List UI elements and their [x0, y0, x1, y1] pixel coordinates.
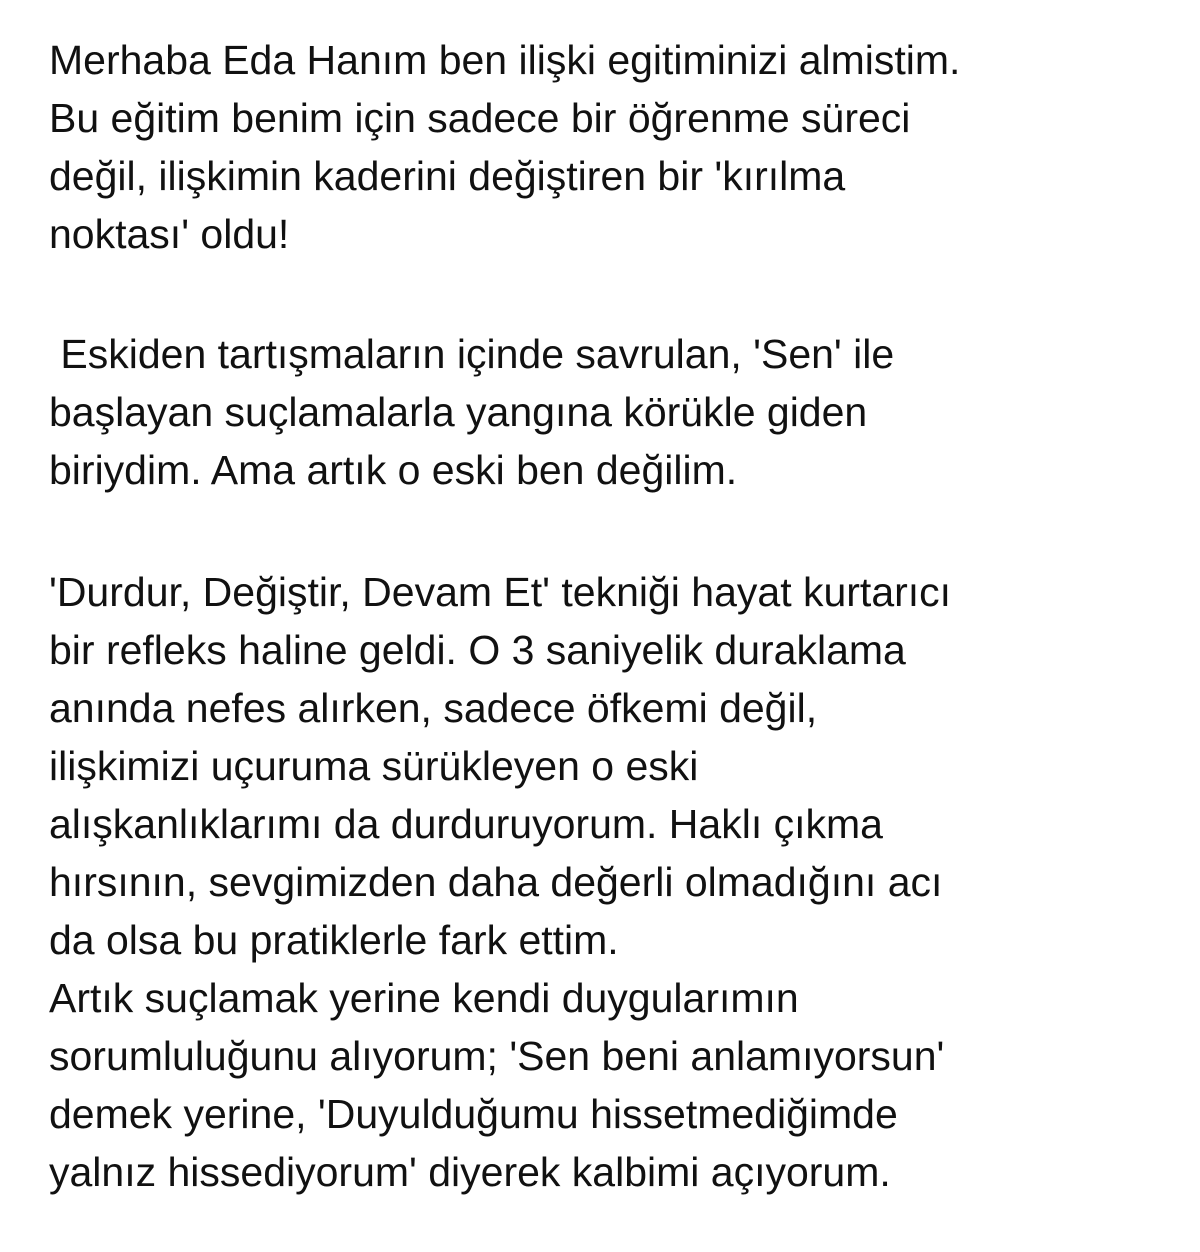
- note-line: değil, ilişkimin kaderini değiştiren bir 'kırılma: [49, 153, 846, 199]
- note-line: yalnız hissediyorum' diyerek kalbimi açıyorum.: [49, 1149, 891, 1195]
- note-line: sorumluluğunu alıyorum; 'Sen beni anlamıyorsun': [49, 1033, 945, 1079]
- note-line: biriydim. Ama artık o eski ben değilim.: [49, 447, 738, 493]
- note-line: Artık suçlamak yerine kendi duygularımın: [49, 975, 799, 1021]
- note-line: alışkanlıklarımı da durduruyorum. Haklı çıkma: [49, 801, 883, 847]
- note-line: hırsının, sevgimizden daha değerli olmadığını acı: [49, 859, 943, 905]
- note-line: Eskiden tartışmaların içinde savrulan, 'Sen' ile: [49, 331, 895, 377]
- note-line: 'Durdur, Değiştir, Devam Et' tekniği hayat kurtarıcı: [49, 569, 952, 615]
- note-line: bir refleks haline geldi. O 3 saniyelik duraklama: [49, 627, 906, 673]
- note-line: ilişkimizi uçuruma sürükleyen o eski: [49, 743, 699, 789]
- note-line: Bu eğitim benim için sadece bir öğrenme süreci: [49, 95, 911, 141]
- note-line: noktası' oldu!: [49, 211, 290, 257]
- note-line: Merhaba Eda Hanım ben ilişki egitiminizi almistim.: [49, 37, 961, 83]
- note-line: demek yerine, 'Duyulduğumu hissetmediğimde: [49, 1091, 898, 1137]
- note-line: anında nefes alırken, sadece öfkemi değil,: [49, 685, 818, 731]
- note-line: da olsa bu pratiklerle fark ettim.: [49, 917, 619, 963]
- note-line: başlayan suçlamalarla yangına körükle giden: [49, 389, 868, 435]
